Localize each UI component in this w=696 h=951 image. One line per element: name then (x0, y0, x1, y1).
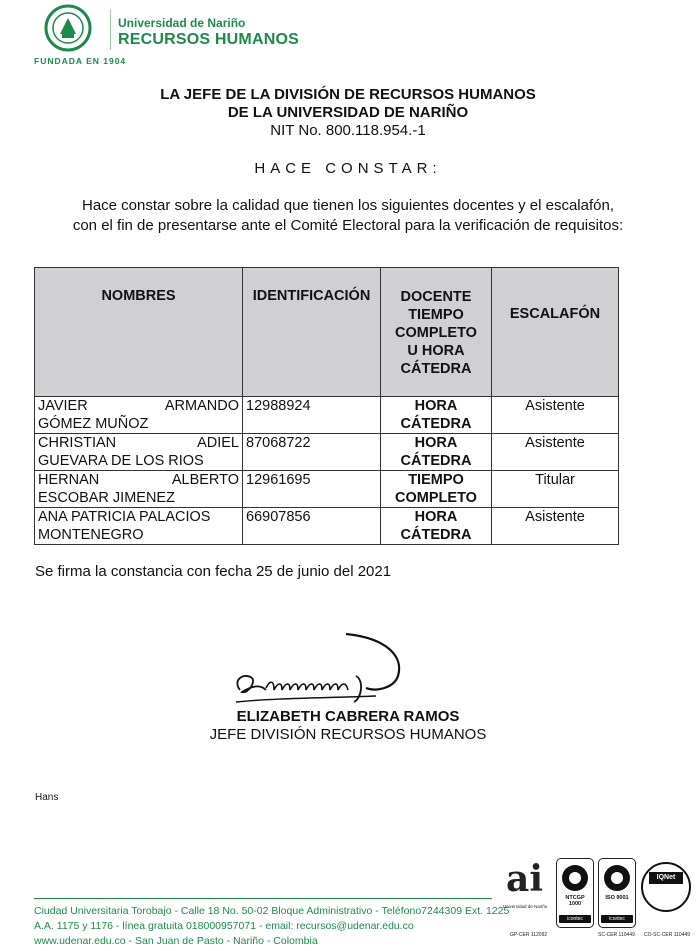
table-header-row (35, 268, 619, 397)
university-name: Universidad de Nariño (118, 16, 246, 30)
logo-divider (110, 10, 111, 50)
footer-contact: A.A. 1175 y 1176 - línea gratuita 018000957071 - email: recursos@udenar.edu.co (34, 920, 414, 932)
col-header-identificacion: IDENTIFICACIÓN (243, 268, 381, 397)
name-cell: ANA PATRICIA PALACIOS MONTENEGRO (35, 508, 243, 545)
footer-website: www.udenar.edu.co - San Juan de Pasto - Nariño - Colombia (34, 935, 318, 947)
signer-name: ELIZABETH CABRERA RAMOS (236, 708, 460, 725)
handwritten-signature (226, 628, 426, 718)
intro-line-1: Hace constar sobre la calidad que tienen los siguientes docentes y el escalafón, (82, 197, 614, 214)
teachers-table (34, 267, 619, 545)
university-logo (34, 4, 299, 70)
header-line-1: LA JEFE DE LA DIVISIÓN DE RECURSOS HUMANOS (160, 86, 536, 103)
intro-line-2: con el fin de presentarse ante el Comité Electoral para la verificación de requisitos: (72, 217, 624, 234)
ai-caption: Universidad de Nariño (502, 904, 548, 909)
cert-code-2: SC-CER 110449 (598, 932, 635, 938)
type-cell: HORA CÁTEDRA (381, 434, 492, 471)
founded-text: FUNDADA EN 1904 (34, 56, 127, 66)
rank-cell: Asistente (492, 508, 619, 545)
id-cell: 12961695 (243, 471, 381, 508)
table-row (35, 397, 619, 434)
intro-paragraph (30, 196, 666, 236)
header-line-2: DE LA UNIVERSIDAD DE NARIÑO (227, 104, 469, 121)
signer-title: JEFE DIVISIÓN RECURSOS HUMANOS (209, 726, 487, 743)
col-header-escalafon: ESCALAFÓN (492, 268, 619, 397)
footer-divider (34, 898, 492, 899)
rank-cell: Asistente (492, 397, 619, 434)
table-row (35, 434, 619, 471)
cert-code-1: GP-CER 112092 (510, 932, 548, 938)
id-cell: 12988924 (243, 397, 381, 434)
university-seal-icon (40, 4, 96, 54)
ai-glyph: ai (506, 858, 544, 900)
type-cell: HORA CÁTEDRA (381, 397, 492, 434)
col-header-docente: DOCENTE TIEMPO COMPLETO U HORA CÁTEDRA (381, 268, 492, 397)
icontec-mark-icon (604, 865, 630, 891)
id-cell: 87068722 (243, 434, 381, 471)
name-cell: CHRISTIAN ADIEL GUEVARA DE LOS RIOS (35, 434, 243, 471)
iqnet-seal-icon (641, 862, 691, 912)
nit-number: NIT No. 800.118.954.-1 (270, 122, 426, 139)
id-cell: 66907856 (243, 508, 381, 545)
name-cell: HERNAN ALBERTO ESCOBAR JIMENEZ (35, 471, 243, 508)
icontec-mark-icon (562, 865, 588, 891)
type-cell: HORA CÁTEDRA (381, 508, 492, 545)
ntcgp-certification-logo: NTCGP 1000 icontec (556, 858, 594, 928)
footer-address: Ciudad Universitaria Torobajo - Calle 18 No. 50-02 Bloque Administrativo - Teléfono7244309 Ext. 1225 (34, 905, 510, 917)
rank-cell: Titular (492, 471, 619, 508)
name-cell: JAVIER ARMANDO GÓMEZ MUÑOZ (35, 397, 243, 434)
rank-cell: Asistente (492, 434, 619, 471)
cert-code-3: CO-SC-CER 110449 (644, 932, 691, 938)
iso9001-certification-logo: ISO 9001 icontec (598, 858, 636, 928)
table-row (35, 508, 619, 545)
accreditation-logo (494, 858, 556, 928)
department-name: RECURSOS HUMANOS (118, 31, 299, 48)
closing-statement: Se firma la constancia con fecha 25 de junio del 2021 (35, 563, 392, 580)
type-cell: TIEMPO COMPLETO (381, 471, 492, 508)
iqnet-certification-logo: IQNet (641, 858, 693, 928)
hace-constar-title: HACE CONSTAR: (254, 160, 442, 177)
col-header-nombres: NOMBRES (35, 268, 243, 397)
transcriber-initials: Hans (35, 792, 59, 803)
table-row (35, 471, 619, 508)
